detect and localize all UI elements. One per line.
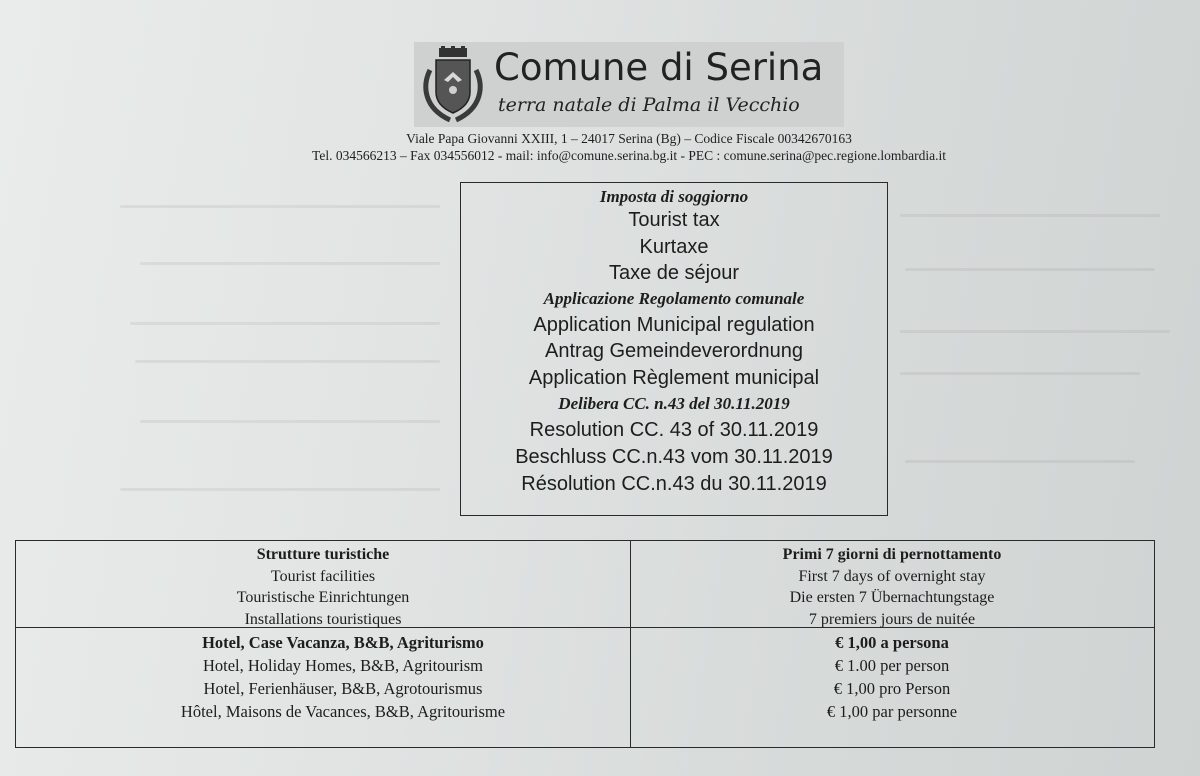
cell-line: Primi 7 giorni di pernottamento: [782, 546, 1002, 563]
bleed-through-line: [135, 360, 440, 363]
address-line: Viale Papa Giovanni XXIII, 1 – 24017 Serina (Bg) – Codice Fiscale 00342670163: [406, 131, 852, 146]
municipality-name: Comune di Serina: [494, 46, 824, 89]
header-cell-period: [630, 544, 1154, 630]
row-cell-accommodation-types: [16, 631, 670, 723]
cell-line: Touristische Einrichtungen: [236, 589, 410, 606]
contact-line: Tel. 034566213 – Fax 034556012 - mail: info@comune.serina.bg.it - PEC : comune.serina@pec.regione.lombardia.it: [312, 148, 946, 163]
bleed-through-line: [905, 268, 1155, 271]
cell-line: First 7 days of overnight stay: [798, 567, 986, 585]
bleed-through-line: [900, 330, 1170, 333]
cell-line: Hotel, Case Vacanza, B&B, Agriturismo: [202, 633, 484, 652]
bleed-through-line: [900, 214, 1160, 217]
regulation-title-en: Application Municipal regulation: [533, 314, 815, 336]
cell-line: Installations touristiques: [244, 610, 402, 628]
cell-line: € 1,00 pro Person: [833, 679, 951, 698]
tax-title-fr: Taxe de séjour: [608, 262, 740, 284]
row-cell-rate: [630, 631, 1154, 723]
resolution-title-fr: Résolution CC.n.43 du 30.11.2019: [521, 473, 827, 495]
cell-line: Hotel, Ferienhäuser, B&B, Agrotourismus: [203, 679, 483, 698]
cell-line: Hotel, Holiday Homes, B&B, Agritourism: [202, 656, 484, 675]
tax-title-en: Tourist tax: [628, 209, 720, 231]
tax-title-de: Kurtaxe: [639, 236, 709, 258]
header-cell-facilities: [16, 544, 630, 630]
tax-title-it: Imposta di soggiorno: [599, 187, 749, 206]
cell-line: Strutture turistiche: [256, 546, 390, 563]
bleed-through-line: [120, 205, 440, 208]
coat-of-arms-icon: [420, 46, 486, 124]
bleed-through-line: [900, 372, 1140, 375]
cell-line: 7 premiers jours de nuitée: [808, 610, 976, 628]
cell-line: € 1,00 a persona: [835, 633, 949, 652]
bleed-through-line: [140, 420, 440, 423]
municipality-tagline: terra natale di Palma il Vecchio: [498, 94, 800, 116]
regulation-title-fr: Application Règlement municipal: [528, 367, 820, 389]
rates-table: [15, 540, 1155, 748]
regulation-title-it: Applicazione Regolamento comunale: [543, 289, 805, 308]
cell-line: Hôtel, Maisons de Vacances, B&B, Agritourisme: [180, 702, 506, 721]
bleed-through-line: [120, 488, 440, 491]
regulation-title-de: Antrag Gemeindeverordnung: [545, 340, 803, 362]
resolution-title-it: Delibera CC. n.43 del 30.11.2019: [558, 394, 790, 413]
municipality-logo: [414, 42, 844, 127]
bleed-through-line: [130, 322, 440, 325]
cell-line: € 1,00 par personne: [826, 702, 958, 721]
bleed-through-line: [905, 460, 1135, 463]
resolution-title-en: Resolution CC. 43 of 30.11.2019: [529, 419, 819, 441]
tourist-tax-box: [460, 182, 888, 516]
cell-line: € 1.00 per person: [834, 656, 950, 675]
bleed-through-line: [140, 262, 440, 265]
cell-line: Tourist facilities: [270, 567, 376, 585]
resolution-title-de: Beschluss CC.n.43 vom 30.11.2019: [515, 446, 833, 468]
cell-line: Die ersten 7 Übernachtungstage: [789, 589, 995, 606]
